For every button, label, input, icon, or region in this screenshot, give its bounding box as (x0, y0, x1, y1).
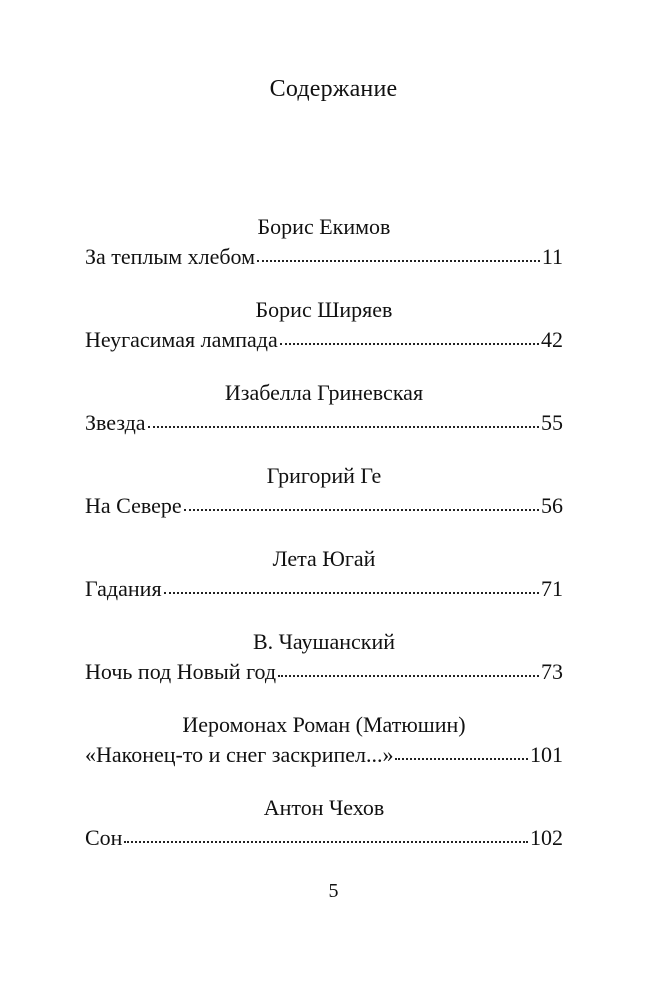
toc-entry (85, 546, 563, 629)
toc-entry (85, 463, 563, 546)
dot-leader (395, 758, 528, 760)
toc-page-number: 71 (541, 576, 563, 601)
toc-page-number: 73 (541, 659, 563, 684)
toc-page-number: 56 (541, 493, 563, 518)
toc-author: Борис Екимов (257, 214, 391, 239)
toc-entry (85, 297, 563, 380)
toc-title: Гадания (85, 576, 162, 601)
toc-title: «Наконец-то и снег заскрипел...» (85, 742, 394, 767)
toc-author: Изабелла Гриневская (224, 380, 424, 405)
page-number-footer: 5 (328, 880, 339, 902)
dot-leader (164, 592, 539, 594)
toc-page-number: 42 (541, 327, 563, 352)
toc-title: Звезда (85, 410, 146, 435)
page-title: Содержание (269, 76, 398, 102)
dot-leader (278, 675, 539, 677)
toc-line[interactable] (85, 410, 563, 436)
toc-page-number: 101 (530, 742, 563, 767)
toc-line[interactable] (85, 493, 563, 519)
dot-leader (124, 841, 528, 843)
toc-entry (85, 629, 563, 712)
toc-line[interactable] (85, 327, 563, 353)
toc-line[interactable] (85, 659, 563, 685)
toc-page-number: 55 (541, 410, 563, 435)
toc-entry (85, 712, 563, 795)
toc-page-number: 11 (541, 244, 563, 269)
toc-title: На Севере (85, 493, 182, 518)
dot-leader (280, 343, 539, 345)
dot-leader (148, 426, 539, 428)
table-of-contents (85, 214, 563, 878)
toc-entry (85, 214, 563, 297)
toc-line[interactable] (85, 244, 563, 270)
toc-title: Неугасимая лампада (85, 327, 278, 352)
toc-title: За теплым хлебом (85, 244, 256, 269)
dot-leader (184, 509, 539, 511)
toc-line[interactable] (85, 825, 563, 851)
toc-page-number: 102 (530, 825, 563, 850)
toc-author: Иеромонах Роман (Матюшин) (182, 712, 466, 737)
toc-title: Ночь под Новый год (85, 659, 277, 684)
toc-entry (85, 795, 563, 878)
toc-author: Лета Югай (272, 546, 376, 571)
toc-line[interactable] (85, 742, 563, 768)
toc-author: В. Чаушанский (252, 629, 396, 654)
toc-entry (85, 380, 563, 463)
dot-leader (257, 260, 540, 262)
toc-author: Антон Чехов (263, 795, 385, 820)
toc-title: Сон (85, 825, 123, 850)
toc-author: Борис Ширяев (255, 297, 393, 322)
toc-line[interactable] (85, 576, 563, 602)
toc-author: Григорий Ге (266, 463, 382, 488)
